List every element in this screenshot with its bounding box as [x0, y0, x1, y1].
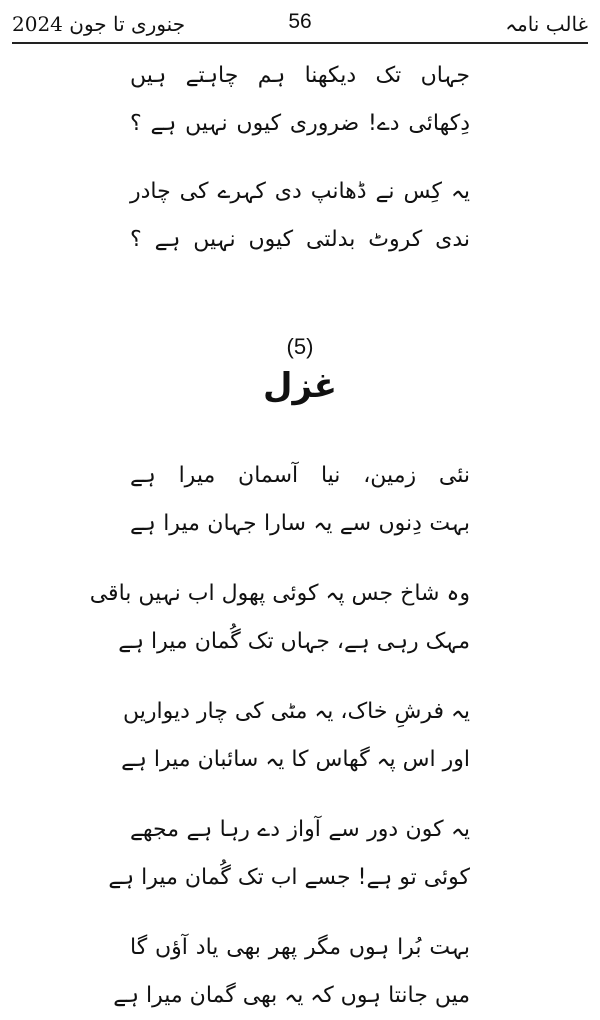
- verse-line: کوئی تو ہے! جسے اب تک گُمان میرا ہے: [108, 865, 470, 890]
- page-content: [0, 52, 600, 1020]
- verse-line: بہت دِنوں سے یہ سارا جہان میرا ہے: [130, 511, 470, 536]
- verse-line: میں جانتا ہوں کہ یہ بھی گمان میرا ہے: [113, 983, 470, 1008]
- issue-date: جنوری تا جون 2024: [12, 12, 186, 36]
- ghazal-heading: [0, 332, 600, 410]
- header-rule: [12, 42, 588, 44]
- page-number: 56: [288, 10, 312, 33]
- journal-name: غالب نامہ: [505, 12, 588, 36]
- verse-line: وہ شاخ جس پہ کوئی پھول اب نہیں باقی: [89, 581, 470, 606]
- ghazal-stanza: [108, 806, 470, 902]
- verse-line: اور اس پہ گھاس کا یہ سائبان میرا ہے: [121, 747, 470, 772]
- verse-line: دِکھائی دے! ضروری کیوں نہیں ہے ؟: [130, 111, 470, 136]
- verse-line: ندی کروٹ بدلتی کیوں نہیں ہے ؟: [130, 227, 470, 252]
- verse-line: یہ کِس نے ڈھانپ دی کہرے کی چادر: [130, 179, 470, 204]
- ghazal-stanza: [113, 924, 470, 1020]
- verse-line: بہت بُرا ہوں مگر پھر بھی یاد آؤں گا: [130, 935, 470, 960]
- ghazal-stanza: [89, 570, 470, 666]
- ghazal-number: (5): [286, 334, 314, 359]
- ghazal-title: غزل: [263, 366, 337, 406]
- ghazal-stanza: [130, 452, 470, 548]
- verse-line: مہک رہی ہے، جہاں تک گُمان میرا ہے: [118, 629, 470, 654]
- verse-line: یہ کون دور سے آواز دے رہا ہے مجھے: [130, 817, 470, 842]
- poem-stanza: [130, 168, 470, 264]
- poem-stanza: [130, 52, 470, 148]
- verse-line: یہ فرشِ خاک، یہ مٹی کی چار دیواریں: [123, 699, 470, 724]
- page-header: [12, 6, 588, 38]
- verse-line: نئی زمین، نیا آسمان میرا ہے: [130, 463, 470, 488]
- ghazal-stanza: [121, 688, 470, 784]
- verse-line: جہاں تک دیکھنا ہم چاہتے ہیں: [130, 63, 470, 88]
